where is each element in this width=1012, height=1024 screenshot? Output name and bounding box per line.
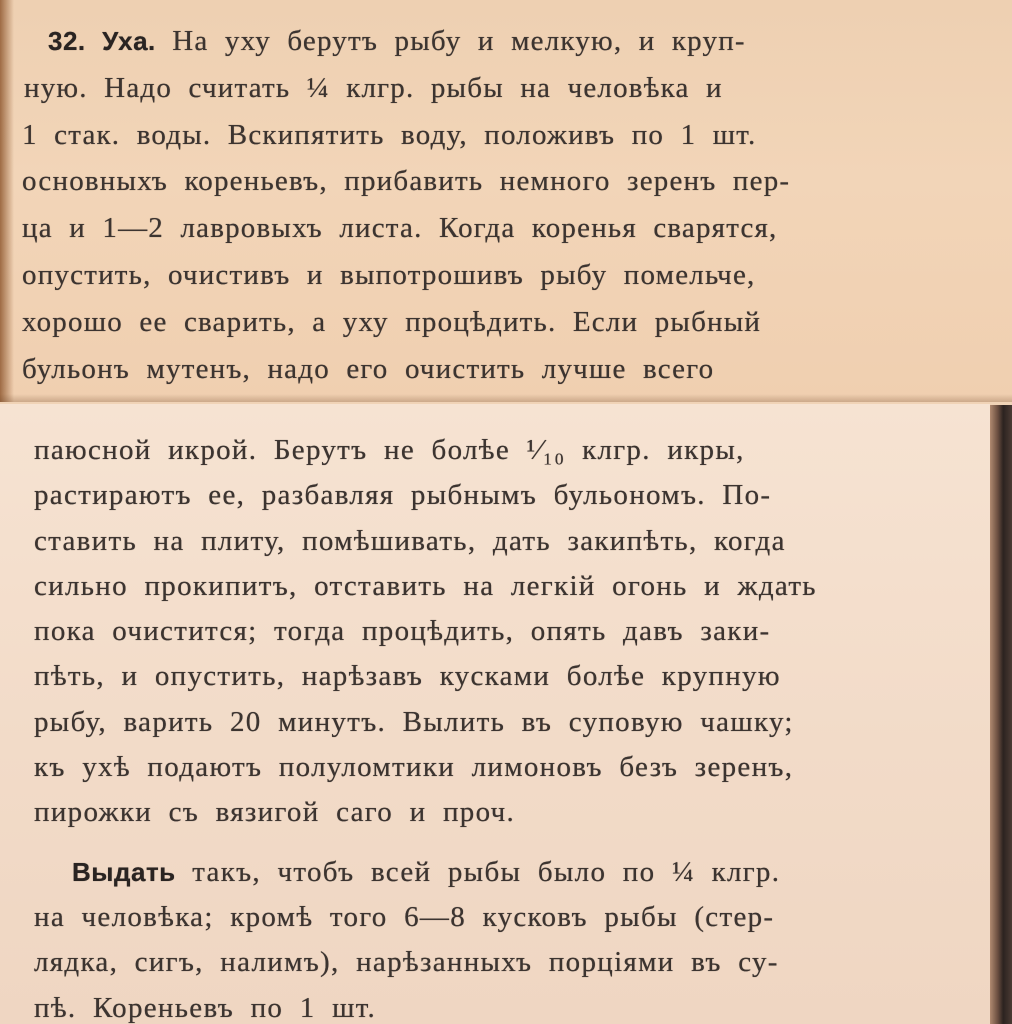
text-line-content: На уху берутъ рыбу и мелкую, и круп- [172, 25, 746, 57]
text-line-content: такъ, чтобъ всей рыбы было по ¼ клгр. [192, 855, 781, 888]
lower-text-block [0, 428, 990, 1024]
lower-page-scan [0, 404, 990, 1024]
text-line: рыбу, варить 20 минутъ. Вылить въ суповую чашку; [34, 705, 794, 738]
book-binding-shadow [990, 405, 1012, 1024]
paragraph-gap [0, 836, 990, 850]
text-line: пѣ. Кореньевъ по 1 шт. [34, 991, 377, 1024]
text-line: хорошо ее сварить, а уху процѣдить. Если рыбный [22, 305, 762, 338]
recipe-title: Уха. [102, 26, 156, 56]
text-line [0, 850, 990, 895]
text-line: сильно прокипитъ, отставить на легкій огонь и ждать [34, 569, 817, 602]
text-line: пока очистится; тогда процѣдить, опять давъ заки- [34, 615, 771, 648]
text-line [0, 18, 1012, 65]
issue-lead: Выдать [72, 856, 176, 887]
text-line: къ ухѣ подаютъ полуломтики лимоновъ безъ зеренъ, [34, 751, 794, 784]
text-line: пирожки съ вязигой саго и проч. [34, 796, 516, 829]
text-line: растираютъ ее, разбавляя рыбнымъ бульономъ. По- [34, 479, 772, 512]
text-line: 1 стак. воды. Вскипятить воду, положивъ по 1 шт. [22, 118, 757, 151]
text-line: основныхъ кореньевъ, прибавить немного зеренъ пер- [22, 165, 791, 198]
upper-page-scan [0, 0, 1012, 402]
text-line: на человѣка; кромѣ того 6—8 кусковъ рыбы (стер- [34, 900, 775, 933]
text-line: ставить на плиту, помѣшивать, дать закипѣть, когда [34, 524, 786, 557]
text-line: лядка, сигъ, налимъ), нарѣзанныхъ порціями въ су- [34, 946, 779, 979]
recipe-number: 32. [48, 26, 86, 56]
text-line: ную. Надо считать ¼ клгр. рыбы на человѣка и [24, 71, 723, 104]
text-line: пѣть, и опустить, нарѣзавъ кусками болѣе крупную [34, 660, 781, 693]
text-line: паюсной икрой. Берутъ не болѣе ¹⁄₁₀ клгр. икры, [34, 434, 745, 466]
upper-text-block [0, 18, 1012, 392]
text-line: ца и 1—2 лавровыхъ листа. Когда коренья сварятся, [22, 212, 778, 245]
text-line: опустить, очистивъ и выпотрошивъ рыбу помельче, [22, 258, 756, 291]
text-line: бульонъ мутенъ, надо его очистить лучше всего [22, 352, 715, 385]
